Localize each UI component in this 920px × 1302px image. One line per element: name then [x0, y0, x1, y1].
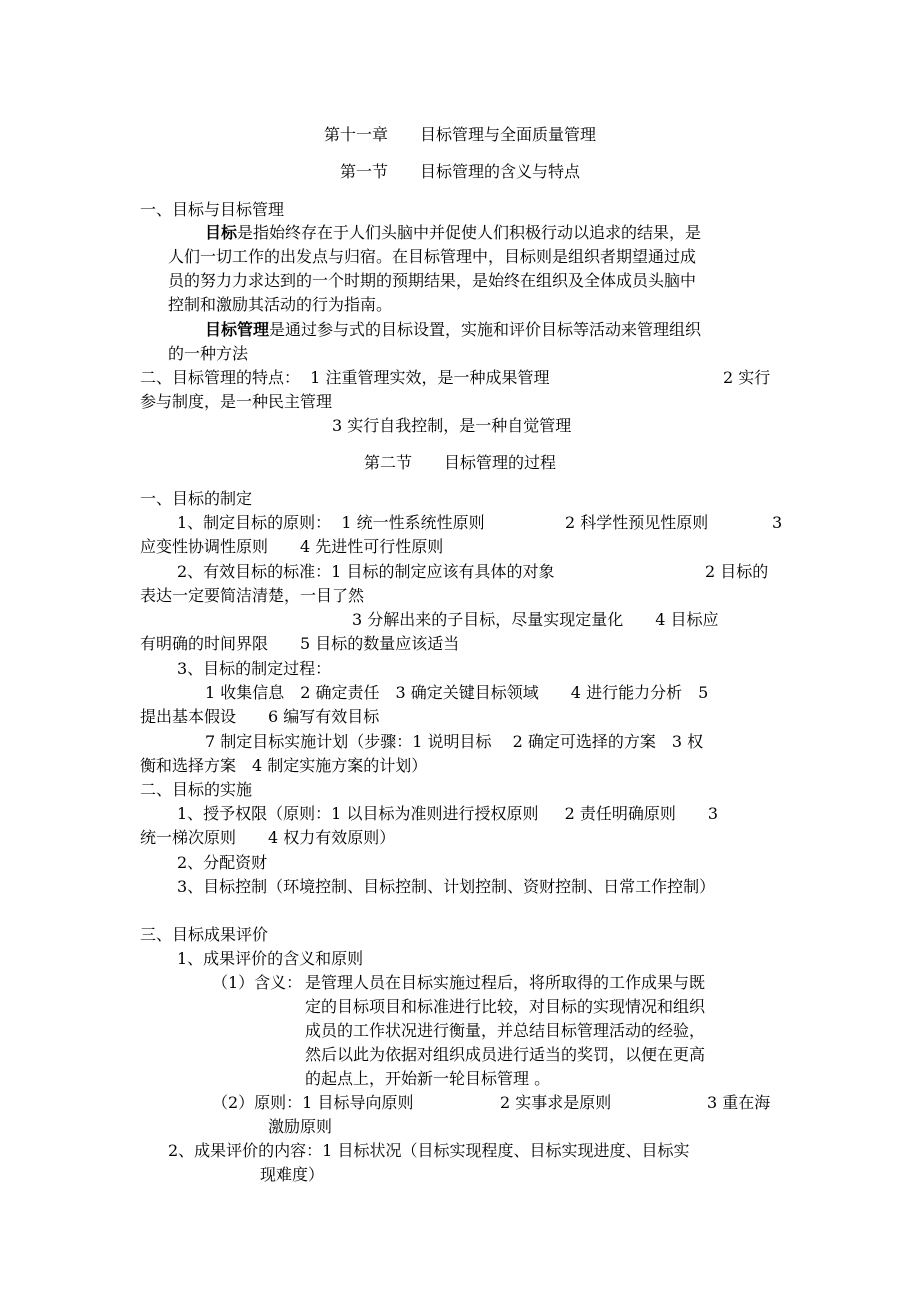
features-line: 2 实行 [723, 368, 771, 387]
content-line: 现难度） [260, 1165, 325, 1184]
resource-line: 2、分配资财 [177, 853, 268, 872]
process-line: 7 制定目标实施计划（步骤：1 说明目标 2 确定可选择的方案 3 权 [205, 732, 704, 751]
meaning-line: 定的目标项目和标准进行比较，对目标的实现情况和组织 [305, 997, 706, 1016]
process-title: 3、目标的制定过程： [177, 659, 332, 678]
standards-line: 表达一定要简洁清楚，一目了然 [140, 586, 365, 605]
principles-line: 1、制定目标的原则： 1 统一性系统性原则 [177, 513, 485, 532]
principles-line: 应变性协调性原则 4 先进性可行性原则 [140, 537, 444, 556]
heading-evaluation: 三、目标成果评价 [140, 925, 269, 944]
meaning-line: 是管理人员在目标实施过程后，将所取得的工作成果与既 [305, 973, 706, 992]
standards-line: 有明确的时间界限 5 目标的数量应该适当 [140, 634, 460, 653]
authorization-line: 1、授予权限（原则：1 以目标为准则进行授权原则 2 责任明确原则 3 [177, 804, 719, 823]
definition-goal-line: 员的努力力求达到的一个时期的预期结果，是始终在组织及全体成员头脑中 [168, 271, 697, 290]
principle-line: 激励原则 [268, 1117, 333, 1136]
standards-line: 2、有效目标的标准：1 目标的制定应该有具体的对象 [177, 562, 555, 581]
chapter-title: 第十一章 目标管理与全面质量管理 [323, 125, 596, 144]
definition-goal-line: 人们一切工作的出发点与归宿。在目标管理中，目标则是组织者期望通过成 [168, 247, 697, 266]
definition-mbo-line: 的一种方法 [168, 344, 249, 363]
principle-line: 2 实事求是原则 [500, 1093, 612, 1112]
principle-line: （2）原则：1 目标导向原则 [212, 1093, 414, 1112]
evaluation-title: 1、成果评价的含义和原则 [177, 949, 364, 968]
definition-mbo-line: 目标管理是通过参与式的目标设置，实施和评价目标等活动来管理组织 [205, 320, 702, 339]
features-line: 3 实行自我控制，是一种自觉管理 [332, 416, 572, 435]
heading-implementation: 二、目标的实施 [140, 780, 253, 799]
features-line: 二、目标管理的特点： 1 注重管理实效，是一种成果管理 [140, 368, 550, 387]
heading-goals: 一、目标与目标管理 [140, 200, 285, 219]
meaning-label: （1）含义： [212, 973, 303, 992]
meaning-line: 成员的工作状况进行衡量，并总结目标管理活动的经验， [305, 1021, 706, 1040]
standards-line: 2 目标的 [705, 562, 769, 581]
process-line: 衡和选择方案 4 制定实施方案的计划） [140, 756, 428, 775]
principle-line: 3 重在海 [707, 1093, 771, 1112]
principles-line: 3 [772, 513, 783, 532]
process-line: 1 收集信息 2 确定责任 3 确定关键目标领域 4 进行能力分析 5 [205, 683, 709, 702]
principles-line: 2 科学性预见性原则 [565, 513, 709, 532]
section-title-2: 第二节 目标管理的过程 [363, 453, 556, 472]
meaning-line: 的起点上，开始新一轮目标管理 。 [305, 1069, 551, 1088]
authorization-line: 统一梯次原则 4 权力有效原则） [140, 828, 396, 847]
content-line: 2、成果评价的内容：1 目标状况（目标实现程度、目标实现进度、目标实 [168, 1141, 690, 1160]
control-line: 3、目标控制（环境控制、目标控制、计划控制、资财控制、日常工作控制） [177, 877, 716, 896]
heading-goal-setting: 一、目标的制定 [140, 489, 253, 508]
meaning-line: 然后以此为依据对组织成员进行适当的奖罚，以便在更高 [305, 1045, 706, 1064]
standards-line: 3 分解出来的子目标，尽量实现定量化 4 目标应 [352, 610, 719, 629]
process-line: 提出基本假设 6 编写有效目标 [140, 707, 380, 726]
section-title-1: 第一节 目标管理的含义与特点 [339, 162, 580, 181]
term-goal: 目标 [205, 223, 238, 242]
definition-goal-line: 控制和激励其活动的行为指南。 [168, 295, 393, 314]
term-mbo: 目标管理 [205, 320, 270, 339]
features-line: 参与制度，是一种民主管理 [140, 392, 333, 411]
definition-goal-line: 目标是指始终存在于人们头脑中并促使人们积极行动以追求的结果，是 [205, 223, 702, 242]
